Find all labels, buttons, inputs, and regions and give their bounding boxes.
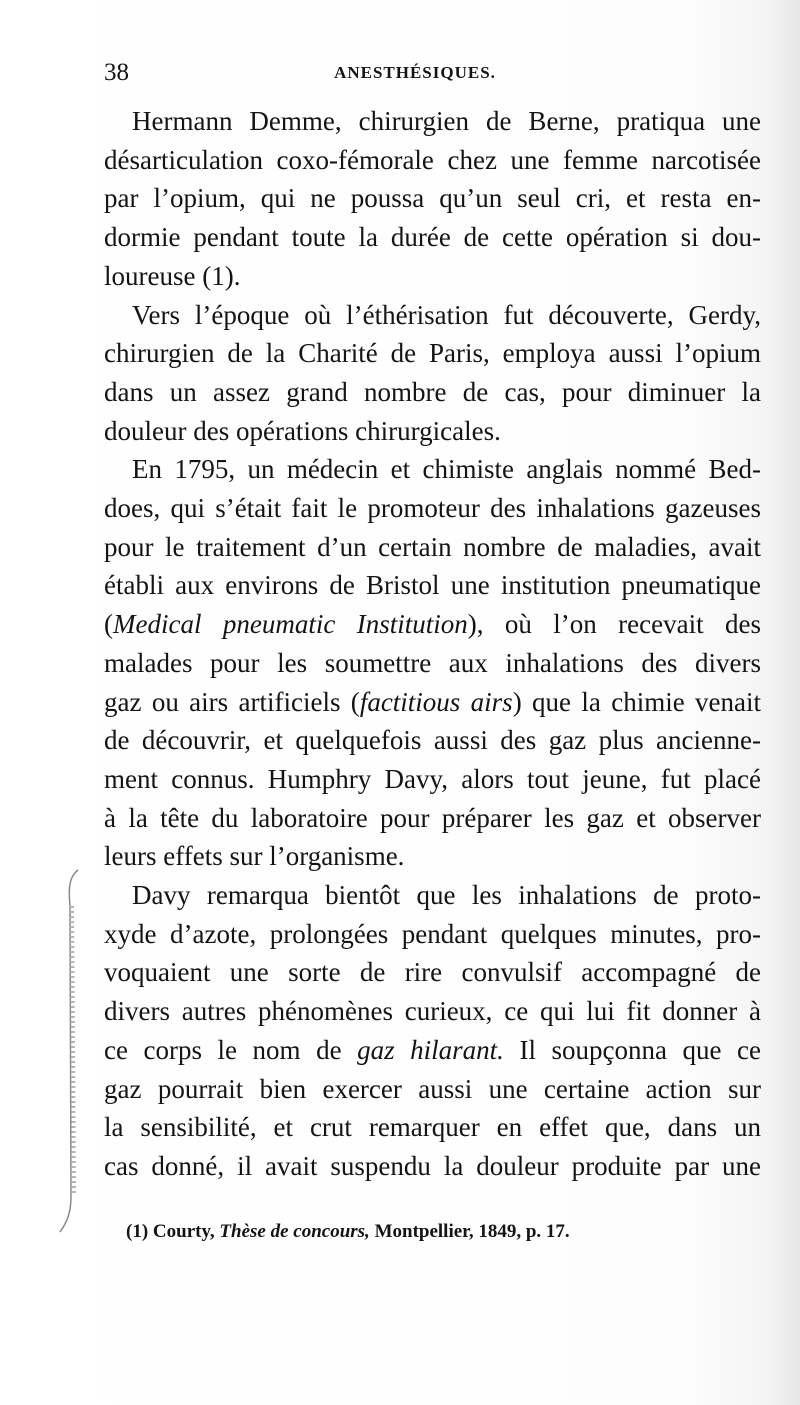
paragraph-gerdy bbox=[104, 296, 761, 451]
margin-pencil-mark bbox=[58, 866, 88, 1236]
text-line: établi aux environs de Bristol une institution pneumatique bbox=[104, 570, 761, 601]
text-line: pour le traitement d’un certain nombre de maladies, avait bbox=[104, 531, 761, 562]
footnote-title: Thèse de concours, bbox=[219, 1221, 370, 1242]
italic-phrase: factitious airs bbox=[359, 686, 513, 717]
text-line: gaz pourrait bien exercer aussi une certaine action sur bbox=[104, 1073, 761, 1104]
footnote bbox=[126, 1222, 570, 1241]
text-line: dans un assez grand nombre de cas, pour diminuer la bbox=[104, 376, 761, 407]
text-line: chirurgien de la Charité de Paris, employa aussi l’opium bbox=[104, 338, 761, 369]
text-line: à la tête du laboratoire pour préparer les gaz et observer bbox=[104, 802, 761, 833]
text-line: cas donné, il avait suspendu la douleur produite par une bbox=[104, 1150, 761, 1181]
italic-phrase: gaz hilarant. bbox=[357, 1034, 504, 1065]
text-line: malades pour les soumettre aux inhalations des divers bbox=[104, 647, 761, 678]
text-line: loureuse (1). bbox=[104, 260, 241, 291]
text-line: désarticulation coxo-fémorale chez une femme narcotisée bbox=[104, 144, 761, 175]
paragraph-demme bbox=[104, 102, 761, 296]
footnote-marker: (1) bbox=[126, 1221, 149, 1242]
italic-phrase: Medical pneumatic Institution bbox=[113, 609, 468, 640]
paragraph-beddoes bbox=[104, 450, 761, 876]
page-number: 38 bbox=[104, 59, 129, 86]
text-line: leurs effets sur l’organisme. bbox=[104, 841, 405, 872]
footnote-details: Montpellier, 1849, p. 17. bbox=[374, 1221, 570, 1242]
text-line: de découvrir, et quelquefois aussi des gaz plus anciennе- bbox=[104, 725, 761, 756]
text-line: dormie pendant toute la durée de cette opération si dou- bbox=[104, 222, 761, 253]
text-line: Hermann Demme, chirurgien de Berne, pratiqua une bbox=[132, 106, 761, 136]
text-line: par l’opium, qui ne poussa qu’un seul cri, et resta en- bbox=[104, 183, 761, 214]
text-line: En 1795, un médecin et chimiste anglais nommé Bed- bbox=[132, 454, 761, 485]
running-head: ANESTHÉSIQUES. bbox=[334, 63, 496, 82]
text-line: douleur des opérations chirurgicales. bbox=[104, 415, 501, 446]
text-line: does, qui s’était fait le promoteur des inhalations gazeuses bbox=[104, 493, 761, 524]
body-text bbox=[104, 102, 761, 1186]
text-line: divers autres phénomènes curieux, ce qui lui fit donner à bbox=[104, 996, 761, 1027]
footnote-author: Courty, bbox=[152, 1221, 215, 1242]
text-line: Vers l’époque où l’éthérisation fut découverte, Gerdy, bbox=[132, 299, 761, 330]
text-line: ce corps le nom de gaz hilarant. Il soupçonna que ce bbox=[104, 1034, 761, 1065]
text-line: (Medical pneumatic Institution), où l’on recevait des bbox=[104, 609, 762, 640]
text-line: ment connus. Humphry Davy, alors tout jeune, fut placé bbox=[104, 763, 761, 794]
paragraph-davy bbox=[104, 876, 761, 1186]
text-line: la sensibilité, et crut remarquer en effet que, dans un bbox=[104, 1112, 761, 1143]
text-line: xyde d’azote, prolongées pendant quelques minutes, pro- bbox=[104, 918, 761, 949]
text-line: gaz ou airs artificiels (factitious airs) que la chimie venait bbox=[104, 686, 762, 717]
text-line: voquaient une sorte de rire convulsif accompagné de bbox=[104, 957, 761, 988]
text-line: Davy remarqua bientôt que les inhalations de proto- bbox=[132, 880, 761, 911]
